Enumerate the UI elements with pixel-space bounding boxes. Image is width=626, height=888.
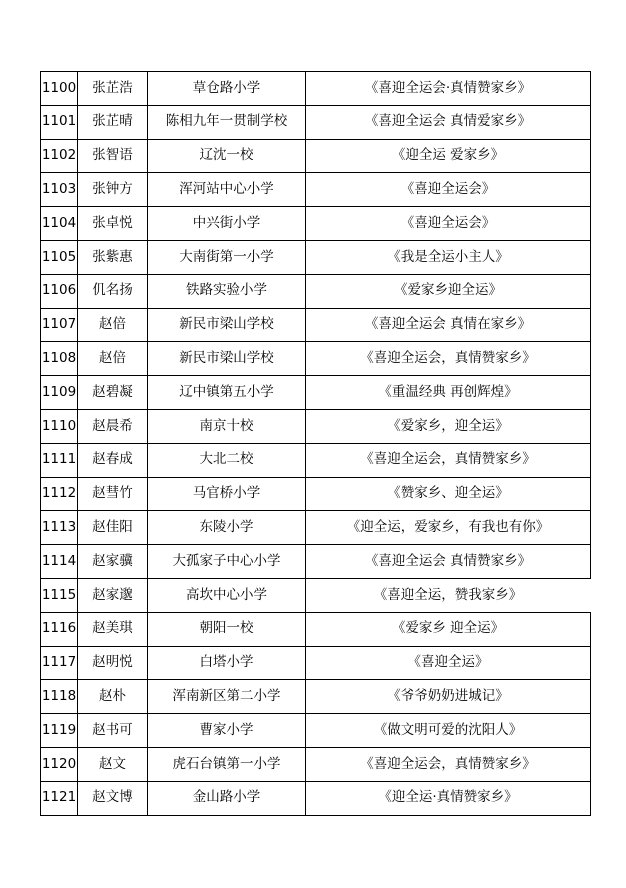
- student-name: 张芷浩: [78, 72, 148, 106]
- school-name: 大孤家子中心小学: [148, 545, 306, 579]
- entry-number: 1116: [41, 612, 78, 646]
- entry-number: 1105: [41, 240, 78, 274]
- work-title: 《爱家乡，迎全运》: [306, 409, 591, 443]
- work-title: 《喜迎全运会 真情爱家乡》: [306, 105, 591, 139]
- work-title: 《赞家乡、迎全运》: [306, 477, 591, 511]
- entries-table: [40, 71, 591, 816]
- entry-number: 1106: [41, 274, 78, 308]
- entry-number: 1117: [41, 646, 78, 680]
- entry-number: 1100: [41, 72, 78, 106]
- entry-number: 1114: [41, 545, 78, 579]
- entry-number: 1111: [41, 443, 78, 477]
- student-name: 赵明悦: [78, 646, 148, 680]
- school-name: 马官桥小学: [148, 477, 306, 511]
- student-name: 赵彗竹: [78, 477, 148, 511]
- school-name: 新民市梁山学校: [148, 308, 306, 342]
- work-title: 《做文明可爱的沈阳人》: [306, 714, 591, 748]
- table-row: [41, 578, 591, 612]
- table-row: [41, 511, 591, 545]
- school-name: 浑河站中心小学: [148, 173, 306, 207]
- work-title: 《迎全运 爱家乡》: [306, 139, 591, 173]
- work-title: 《重温经典 再创辉煌》: [306, 376, 591, 410]
- table-row: [41, 443, 591, 477]
- table-row: [41, 409, 591, 443]
- table-row: [41, 646, 591, 680]
- school-name: 大南街第一小学: [148, 240, 306, 274]
- school-name: 陈相九年一贯制学校: [148, 105, 306, 139]
- table-row: [41, 612, 591, 646]
- school-name: 白塔小学: [148, 646, 306, 680]
- student-name: 赵倍: [78, 342, 148, 376]
- entry-number: 1107: [41, 308, 78, 342]
- student-name: 张卓悦: [78, 207, 148, 241]
- student-name: 赵春成: [78, 443, 148, 477]
- table-row: [41, 207, 591, 241]
- table-row: [41, 139, 591, 173]
- school-name: 高坎中心小学: [148, 578, 306, 612]
- table-row: [41, 545, 591, 579]
- work-title: 《喜迎全运会 真情赞家乡》: [306, 545, 591, 579]
- entry-number: 1120: [41, 747, 78, 781]
- student-name: 赵文: [78, 747, 148, 781]
- entries-table-body: [41, 72, 591, 816]
- work-title: 《喜迎全运会·真情赞家乡》: [306, 72, 591, 106]
- school-name: 浑南新区第二小学: [148, 680, 306, 714]
- work-title: 《喜迎全运会，真情赞家乡》: [306, 443, 591, 477]
- entry-number: 1109: [41, 376, 78, 410]
- school-name: 东陵小学: [148, 511, 306, 545]
- work-title: 《爱家乡迎全运》: [306, 274, 591, 308]
- table-row: [41, 781, 591, 815]
- student-name: 张紫惠: [78, 240, 148, 274]
- work-title: 《迎全运，爱家乡，有我也有你》: [306, 511, 591, 545]
- table-row: [41, 308, 591, 342]
- student-name: 赵美琪: [78, 612, 148, 646]
- work-title: 《喜迎全运会》: [306, 173, 591, 207]
- table-row: [41, 680, 591, 714]
- student-name: 赵佳阳: [78, 511, 148, 545]
- entry-number: 1108: [41, 342, 78, 376]
- school-name: 草仓路小学: [148, 72, 306, 106]
- table-row: [41, 173, 591, 207]
- table-row: [41, 274, 591, 308]
- work-title: 《喜迎全运会》: [306, 207, 591, 241]
- table-row: [41, 376, 591, 410]
- school-name: 朝阳一校: [148, 612, 306, 646]
- school-name: 曹家小学: [148, 714, 306, 748]
- entry-number: 1104: [41, 207, 78, 241]
- entry-number: 1115: [41, 578, 78, 612]
- table-row: [41, 714, 591, 748]
- student-name: 赵书可: [78, 714, 148, 748]
- school-name: 大北二校: [148, 443, 306, 477]
- student-name: 张钟方: [78, 173, 148, 207]
- work-title: 《喜迎全运，赞我家乡》: [306, 578, 591, 612]
- entry-number: 1119: [41, 714, 78, 748]
- student-name: 张芷晴: [78, 105, 148, 139]
- work-title: 《爷爷奶奶进城记》: [306, 680, 591, 714]
- entry-number: 1118: [41, 680, 78, 714]
- work-title: 《喜迎全运会，真情赞家乡》: [306, 342, 591, 376]
- entry-number: 1112: [41, 477, 78, 511]
- entry-number: 1110: [41, 409, 78, 443]
- student-name: 仉名扬: [78, 274, 148, 308]
- entry-number: 1102: [41, 139, 78, 173]
- table-row: [41, 342, 591, 376]
- entry-number: 1121: [41, 781, 78, 815]
- student-name: 赵家邈: [78, 578, 148, 612]
- work-title: 《迎全运·真情赞家乡》: [306, 781, 591, 815]
- work-title: 《我是全运小主人》: [306, 240, 591, 274]
- school-name: 辽沈一校: [148, 139, 306, 173]
- table-row: [41, 72, 591, 106]
- work-title: 《喜迎全运会 真情在家乡》: [306, 308, 591, 342]
- school-name: 新民市梁山学校: [148, 342, 306, 376]
- entry-number: 1101: [41, 105, 78, 139]
- table-row: [41, 477, 591, 511]
- work-title: 《喜迎全运》: [306, 646, 591, 680]
- school-name: 辽中镇第五小学: [148, 376, 306, 410]
- school-name: 虎石台镇第一小学: [148, 747, 306, 781]
- school-name: 中兴街小学: [148, 207, 306, 241]
- table-row: [41, 747, 591, 781]
- student-name: 赵朴: [78, 680, 148, 714]
- school-name: 金山路小学: [148, 781, 306, 815]
- entry-number: 1113: [41, 511, 78, 545]
- table-row: [41, 240, 591, 274]
- entry-number: 1103: [41, 173, 78, 207]
- student-name: 赵文博: [78, 781, 148, 815]
- work-title: 《喜迎全运会，真情赞家乡》: [306, 747, 591, 781]
- student-name: 赵家骥: [78, 545, 148, 579]
- student-name: 张智语: [78, 139, 148, 173]
- student-name: 赵碧凝: [78, 376, 148, 410]
- student-name: 赵晨希: [78, 409, 148, 443]
- school-name: 铁路实验小学: [148, 274, 306, 308]
- student-name: 赵倍: [78, 308, 148, 342]
- table-row: [41, 105, 591, 139]
- school-name: 南京十校: [148, 409, 306, 443]
- work-title: 《爱家乡 迎全运》: [306, 612, 591, 646]
